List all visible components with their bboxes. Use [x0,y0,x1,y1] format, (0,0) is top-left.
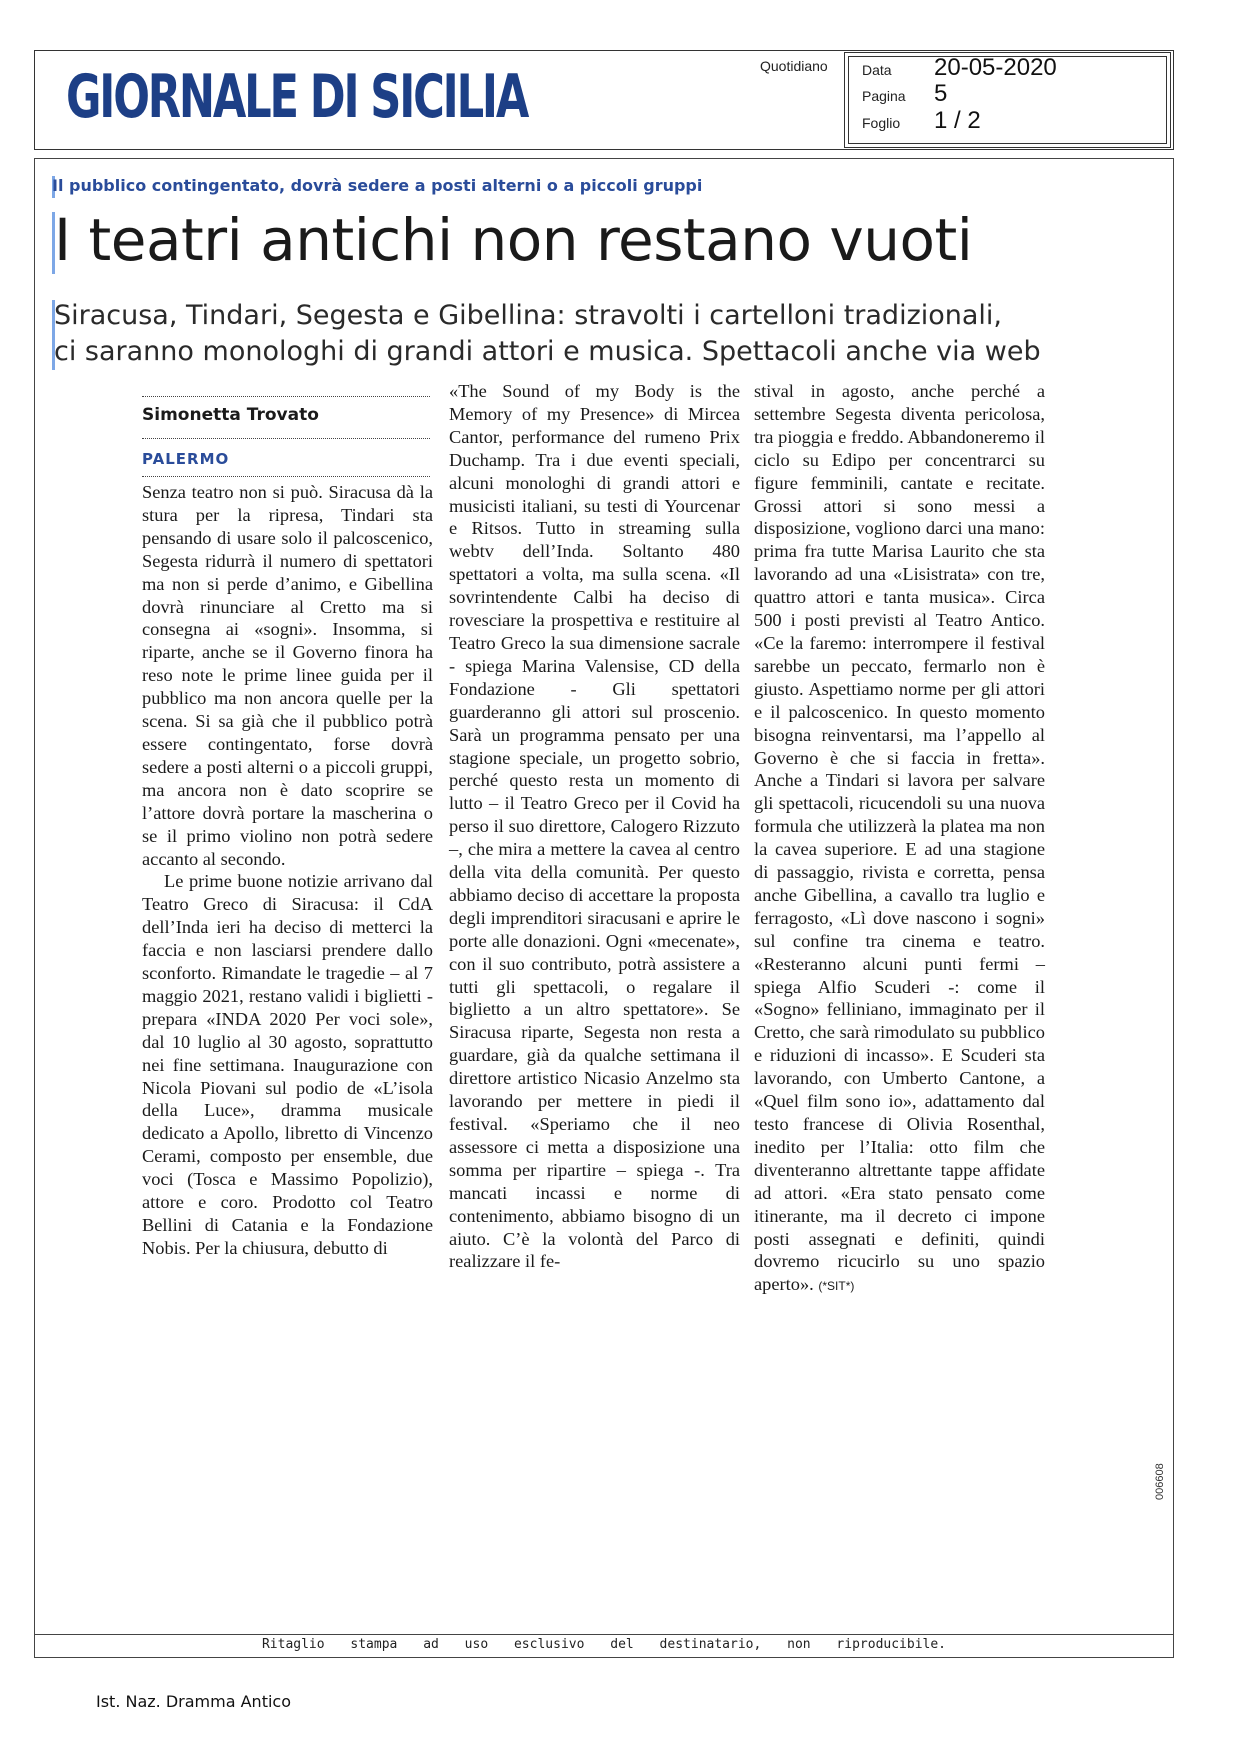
article-signature: (*SIT*) [818,1279,855,1294]
newspaper-logo: GIORNALE DI SICILIA [66,62,528,132]
page-value: 5 [934,80,948,107]
article-author: Simonetta Trovato [142,405,319,425]
article-dateline: PALERMO [142,450,230,468]
clipping-code: 006608 [1154,1463,1166,1500]
article-subhead [54,298,1164,370]
date-label: Data [862,62,892,78]
publication-type: Quotidiano [760,58,828,74]
article-column-2 [449,380,740,1273]
column-3-text: stival in agosto, anche perché a settembre Segesta diventa pericolosa, tra pioggia e freddo. Abbandoneremo il ciclo su Edipo per concentrarci su figure femminili, cantate e recitate. Grossi attori si sono messi a disposizione, vogliono darci una mano: prima fra tutte Marisa Laurito che sta lavorando ad una «Lisistrata» con tre, quattro attori e tanta musica». Circa 500 i posti previsti al Teatro Antico. «Ce la faremo: interrompere il festival sarebbe un peccato, fermarlo non è giusto. Aspettiamo norme per gli attori e il palcoscenico. In questo momento bisogna reinventarsi, ma l’appello al Governo è che si faccia in fretta». Anche a Tindari si lavora per salvare gli spettacoli, ricucendoli su una nuova formula che utilizzerà la platea ma non la cavea superiore. E ad una stagione di passaggio, rivista e corretta, pensa anche Gibellina, a cavallo tra luglio e ferragosto, «Lì dove nascono i sogni» sul confine tra cinema e teatro. «Resteranno alcuni punti fermi – spiega Alfio Scuderi -: come il «Sogno» felliniano, immaginato per il Cretto, che sarà rimodulato su pubblico e riduzioni di incasso». E Scuderi sta lavorando, con Umberto Cantone, a «Quel film sono io», adattamento dal testo francese di Olivia Rosenthal, inedito per l’Italia: otto film che diventeranno altrettante tappe affidate ad attori. «Era stato pensato come itinerante, ma il decreto ci impone posti assegnati e definiti, quindi dovremo ricucirlo su uno spazio aperto». [754,381,1045,1295]
article-kicker: Il pubblico contingentato, dovrà sedere a posti alterni o a piccoli gruppi [52,176,703,195]
column-2-paragraph: «The Sound of my Body is the Memory of my Presence» di Mircea Cantor, performance del rumeno Prix Duchamp. Tra i due eventi speciali, alcuni monologhi di grandi attori e musicisti italiani, su testi di Yourcenar e Ritsos. Tutto in streaming sulla webtv dell’Inda. Soltanto 480 spettatori a volta, ma sulla scena. «Il sovrintendente Calbi ha deciso di rovesciare la prospettiva e restituire al Teatro Greco la sua dimensione sacrale - spiega Marina Valensise, CD della Fondazione - Gli spettatori guarderanno gli attori sul proscenio. Sarà un programma pensato per una stagione speciale, un progetto sobrio, perché questo resta un momento di lutto – il Teatro Greco per il Covid ha perso il suo direttore, Calogero Rizzuto –, che mira a mettere la cavea al centro della vita della comunità. Per questo abbiamo deciso di accettare la proposta degli imprenditori siracusani e aprire le porte alle donazioni. Ogni «mecenate», con il suo contributo, potrà assistere a tutti gli spettacoli, o regalare il biglietto a un altro spettatore». Se Siracusa riparte, Segesta non resta a guardare, già da qualche settimana il direttore artistico Nicasio Anzelmo sta lavorando per mettere in piedi il festival. «Speriamo che il neo assessore ci metta a disposizione una somma per ripartire – spiega -. Tra mancati incassi e norme di contenimento, abbiamo bisogno di un aiuto. C’è la volontà del Parco di realizzare il fe- [449,381,740,1272]
date-value: 20-05-2020 [934,54,1057,81]
footer-notice: Ritaglio stampa ad uso esclusivo del destinatario, non riproducibile. [261,1637,947,1652]
page-label: Pagina [862,88,906,104]
sheet-label: Foglio [862,115,901,131]
article-column-1 [142,481,433,1260]
article-column-3 [754,380,1045,1298]
byline-rule-top [142,396,430,397]
sheet-value: 1 / 2 [934,107,981,134]
byline-rule-bottom [142,476,430,477]
column-1-paragraph-1: Senza teatro non si può. Siracusa dà la stura per la ripresa, Tindari sta pensando di usare solo il palcoscenico, Segesta ridurrà il numero di spettatori ma non si perde d’animo, e Gibellina dovrà rinunciare al Cretto ma si consegna ai «sogni». Insomma, si riparte, anche se il Governo finora ha reso note le prime linee guida per il pubblico ma non ancora quelle per la scena. Si sa già che il pubblico potrà essere contingentato, forse dovrà sedere a posti alterni o a piccoli gruppi, ma ancora non è dato scoprire se l’attore dovrà portare la mascherina o se il primo violino non potrà sedere accanto al secondo. [142,482,433,869]
article-headline: I teatri antichi non restano vuoti [54,206,973,274]
column-1-paragraph-2: Le prime buone notizie arrivano dal Teatro Greco di Siracusa: il CdA dell’Inda ieri ha deciso di metterci la faccia e non lasciarsi prendere dallo sconforto. Rimandate le tragedie – al 7 maggio 2021, restano validi i biglietti - prepara «INDA 2020 Per voci sole», dal 10 luglio al 30 agosto, soprattutto nei fine settimana. Inaugurazione con Nicola Piovani sul podio de «L’isola della Luce», dramma musicale dedicato a Apollo, libretto di Vincenzo Cerami, composto per ensemble, due voci (Tosca e Massimo Popolizio), attore e coro. Prodotto col Teatro Bellini di Catania e la Fondazione Nobis. Per la chiusura, debutto di [142,871,433,1258]
source-label: Ist. Naz. Dramma Antico [96,1692,291,1711]
byline-rule-middle [142,438,430,439]
subhead-line-2: ci saranno monologhi di grandi attori e musica. Spettacoli anche via web [54,336,1041,367]
column-3-paragraph [754,380,1045,1298]
subhead-line-1: Siracusa, Tindari, Segesta e Gibellina: stravolti i cartelloni tradizionali, [54,300,1003,331]
